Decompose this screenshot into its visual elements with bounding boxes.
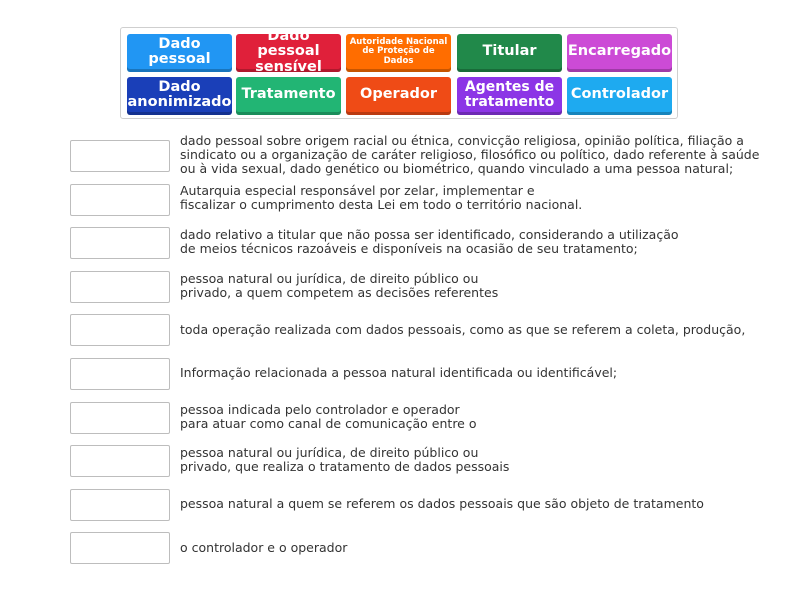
answer-tile-bank [120,27,678,119]
tile-dado-pessoal-sensivel[interactable]: Dado pessoal sensível [236,34,341,72]
tile-operador[interactable]: Operador [346,77,451,115]
tile-encarregado[interactable]: Encarregado [567,34,672,72]
drop-box-2[interactable] [70,184,170,216]
drop-box-6[interactable] [70,358,170,390]
tile-controlador[interactable]: Controlador [567,77,672,115]
tile-dado-anonimizado[interactable]: Dado anonimizado [127,77,232,115]
definition-text-4: pessoa natural ou jurídica, de direito público ou privado, a quem competem as decisões referentes [180,271,499,300]
definition-text-8: pessoa natural ou jurídica, de direito público ou privado, que realiza o tratamento de dados pessoais [180,445,510,474]
definition-text-10: o controlador e o operador [180,540,348,555]
definition-text-9: pessoa natural a quem se referem os dados pessoais que são objeto de tratamento [180,496,704,511]
definition-text-2: Autarquia especial responsável por zelar, implementar e fiscalizar o cumprimento desta Lei em todo o território nacional. [180,183,583,212]
drop-box-4[interactable] [70,271,170,303]
drop-box-5[interactable] [70,314,170,346]
definition-text-6: Informação relacionada a pessoa natural identificada ou identificável; [180,365,618,380]
definition-text-3: dado relativo a titular que não possa ser identificado, considerando a utilização de meios técnicos razoáveis e disponíveis na ocasião de seu tratamento; [180,227,679,256]
definition-text-1: dado pessoal sobre origem racial ou étnica, convicção religiosa, opinião política, filiação a sindicato ou a organização de caráter religioso, filosófico ou político, dado referente à saúde ou à vida sexual, dado genético ou biométrico, quando vinculado a uma pessoa natural; [180,133,760,176]
tile-titular[interactable]: Titular [457,34,562,72]
drop-box-9[interactable] [70,489,170,521]
tile-agentes-de-tratamento[interactable]: Agentes de tratamento [457,77,562,115]
definition-text-7: pessoa indicada pelo controlador e operador para atuar como canal de comunicação entre o [180,402,477,431]
drop-box-8[interactable] [70,445,170,477]
definition-text-5: toda operação realizada com dados pessoais, como as que se referem a coleta, produção, [180,322,746,337]
drop-box-10[interactable] [70,532,170,564]
tile-autoridade-nacional[interactable]: Autoridade Nacional de Proteção de Dados [346,34,451,72]
drop-box-1[interactable] [70,140,170,172]
drop-box-3[interactable] [70,227,170,259]
tile-tratamento[interactable]: Tratamento [236,77,341,115]
tile-dado-pessoal[interactable]: Dado pessoal [127,34,232,72]
drop-box-7[interactable] [70,402,170,434]
